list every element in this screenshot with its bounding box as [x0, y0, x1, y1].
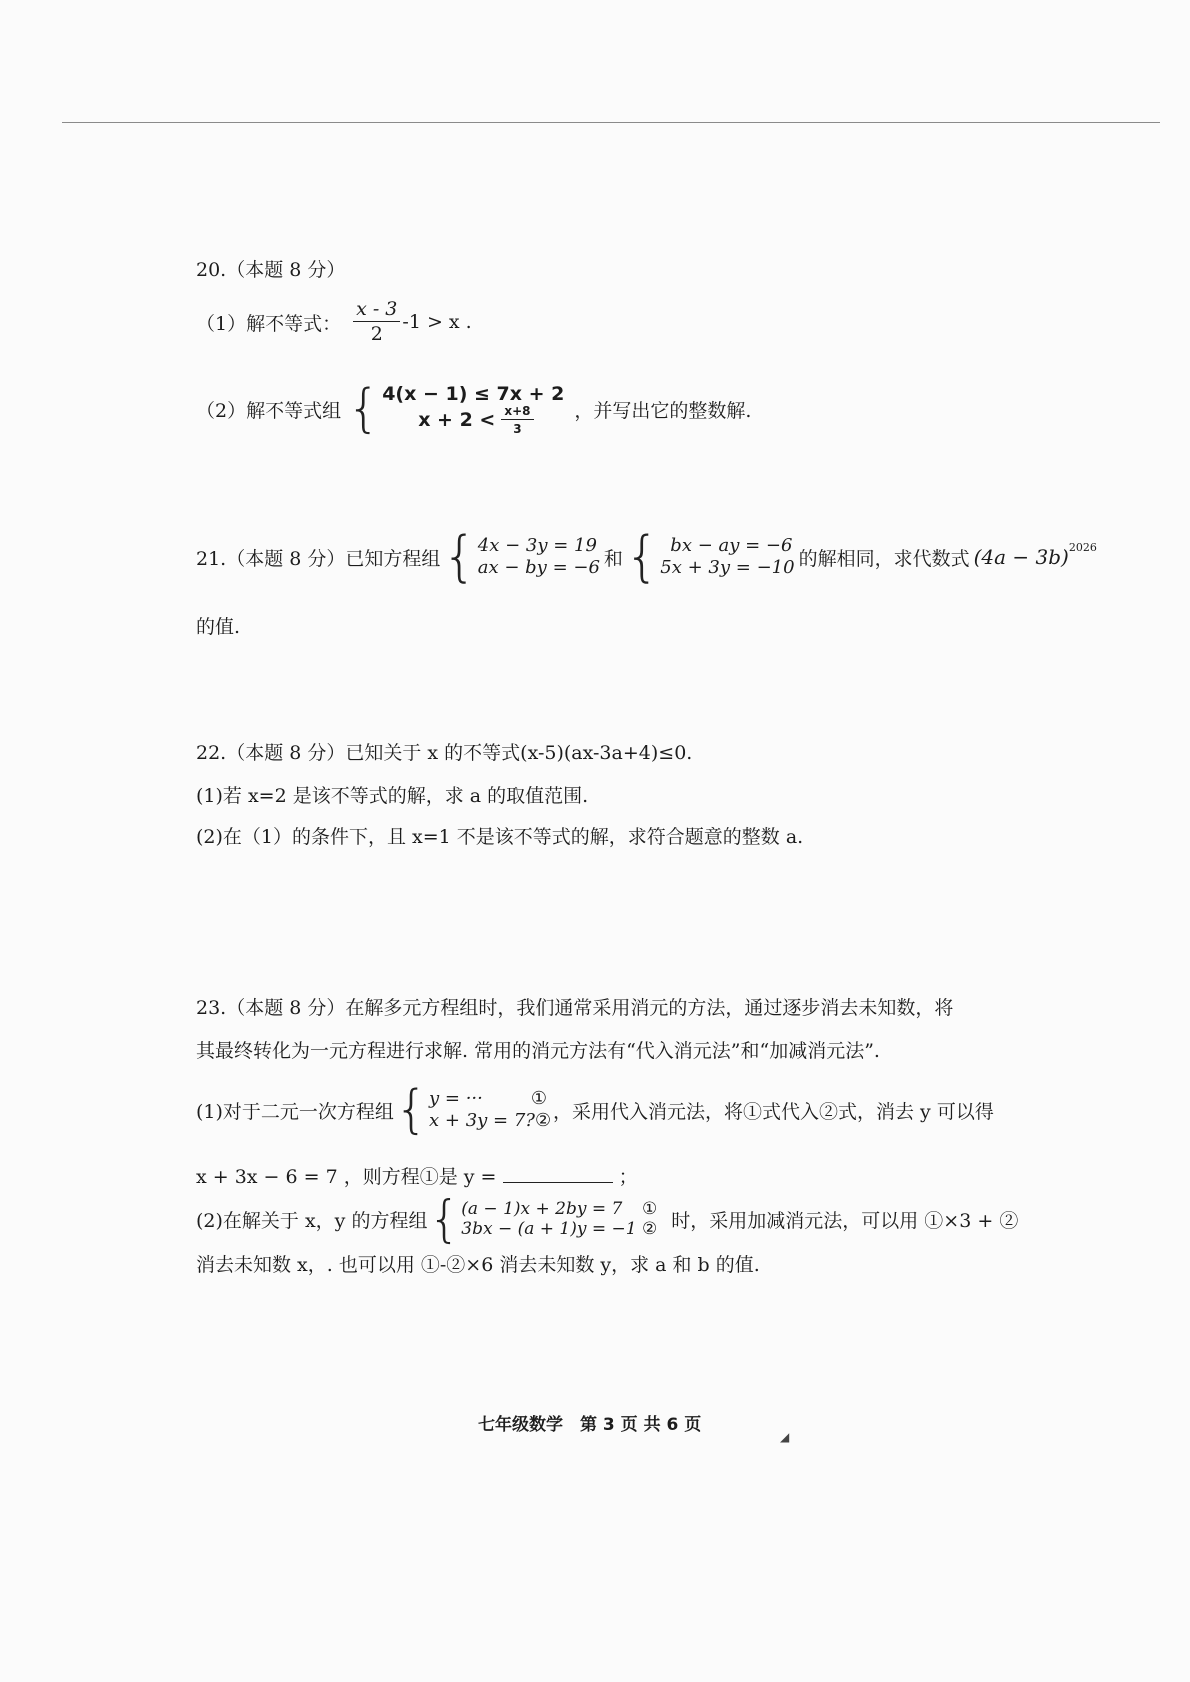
q23-part1-mark1: ① [530, 1088, 548, 1110]
q23-part2 [196, 1190, 1018, 1248]
system-brace-icon: { [428, 1190, 461, 1248]
q23-part1-system-line2 [429, 1110, 552, 1132]
q23-part1-prefix: (1)对于二元一次方程组 [196, 1100, 394, 1123]
q23-part2-eq1: (a − 1)x + 2by = 7 [461, 1198, 623, 1219]
q20-system-line2 [382, 405, 564, 435]
q21-system2-line2: 5x + 3y = −10 [660, 557, 795, 578]
q23-part2-mark2: ② [642, 1219, 658, 1239]
system-brace-icon: { [394, 1080, 429, 1140]
q20-part1-denominator: 2 [370, 323, 383, 345]
system-brace-icon: { [442, 525, 477, 588]
q21-system1-line1: 4x − 3y = 19 [477, 535, 597, 557]
q20-part1-prefix: （1）解不等式： [196, 312, 342, 335]
q23-part2-system-line1 [461, 1199, 657, 1219]
q23-part2-line2: 消去未知数 x，. 也可以用 ①-②×6 消去未知数 y，求 a 和 b 的值. [196, 1254, 760, 1276]
q23-part1-eq2: x + 3y = 7? [429, 1110, 535, 1131]
system-brace-icon: { [624, 525, 660, 588]
q20-part1-inequality: -1 > x . [402, 311, 472, 333]
q23-line2: 其最终转化为一元方程进行求解. 常用的消元方法有“代入消元法”和“加减消元法”. [196, 1040, 880, 1062]
q21-system1 [478, 535, 600, 578]
q23-part1-line2-end: ； [618, 1166, 638, 1188]
q22-line1: 22.（本题 8 分）已知关于 x 的不等式(x-5)(ax-3a+4)≤0. [196, 742, 693, 764]
q20-part1-fraction [353, 300, 400, 344]
q20-part1 [196, 292, 472, 352]
q23-part1-suffix: ，采用代入消元法，将①式代入②式，消去 y 可以得 [553, 1100, 994, 1123]
q20-system-line2-left: x + 2 < [418, 408, 496, 431]
q20-system-fraction-den: 3 [513, 422, 522, 437]
q23-part2-mark1: ① [642, 1198, 658, 1219]
q22-line3: (2)在（1）的条件下，且 x=1 不是该不等式的解，求符合题意的整数 a. [196, 826, 804, 848]
q21-line1 [196, 525, 1097, 589]
q23-part1-line2 [196, 1162, 638, 1189]
q23-part2-eq2: 3bx − (a + 1)y = −1 [461, 1219, 637, 1239]
q22-line2: (1)若 x=2 是该不等式的解，求 a 的取值范围. [196, 785, 589, 807]
q20-system-fraction-num: x+8 [501, 405, 533, 420]
q20-system [382, 383, 564, 436]
q23-part1-system-line1 [429, 1088, 547, 1110]
q20-part2 [196, 376, 751, 442]
q20-system-fraction [501, 405, 533, 435]
system-brace-icon: { [347, 379, 381, 439]
q23-part1-mark2: ② [534, 1110, 552, 1131]
q21-tail: 的值. [196, 616, 241, 638]
q21-system2 [660, 535, 794, 578]
q20-header: 20.（本题 8 分） [196, 259, 346, 281]
top-divider-line [62, 122, 1160, 123]
scan-mark-icon: ◢ [780, 1430, 790, 1444]
q21-and: 和 [603, 547, 623, 570]
q20-part1-numerator: x - 3 [353, 300, 400, 322]
q23-part1-line2-text: x + 3x − 6 = 7 ，则方程①是 y = [196, 1166, 497, 1188]
q23-part2-prefix: (2)在解关于 x，y 的方程组 [196, 1209, 428, 1232]
q21-system1-line2: ax − by = −6 [477, 557, 600, 578]
q23-part1-eq1: y = ··· [429, 1088, 483, 1110]
q21-exponent: 2026 [1068, 540, 1097, 554]
q23-part1 [196, 1080, 994, 1140]
q21-system2-line1: bx − ay = −6 [670, 535, 793, 557]
page-footer: 七年级数学 第 3 页 共 6 页 [478, 1415, 702, 1435]
q20-part2-suffix: ，并写出它的整数解. [574, 399, 752, 422]
q20-system-line1: 4(x − 1) ≤ 7x + 2 [382, 382, 565, 405]
q20-part2-prefix: （2）解不等式组 [196, 399, 342, 422]
q23-part2-suffix: 时，采用加减消元法，可以用 ①×3 + ② [671, 1209, 1019, 1232]
q23-part2-system [461, 1199, 657, 1240]
q23-part1-system [429, 1088, 552, 1131]
q23-part2-system-line2 [461, 1219, 657, 1239]
q21-expression: (4a − 3b) [973, 545, 1069, 569]
q21-mid: 的解相同，求代数式 [798, 547, 970, 570]
q23-line1: 23.（本题 8 分）在解多元方程组时，我们通常采用消元的方法，通过逐步消去未知数，将 [196, 997, 954, 1019]
q23-answer-blank [503, 1162, 613, 1183]
q21-prefix: 21.（本题 8 分）已知方程组 [196, 547, 441, 570]
